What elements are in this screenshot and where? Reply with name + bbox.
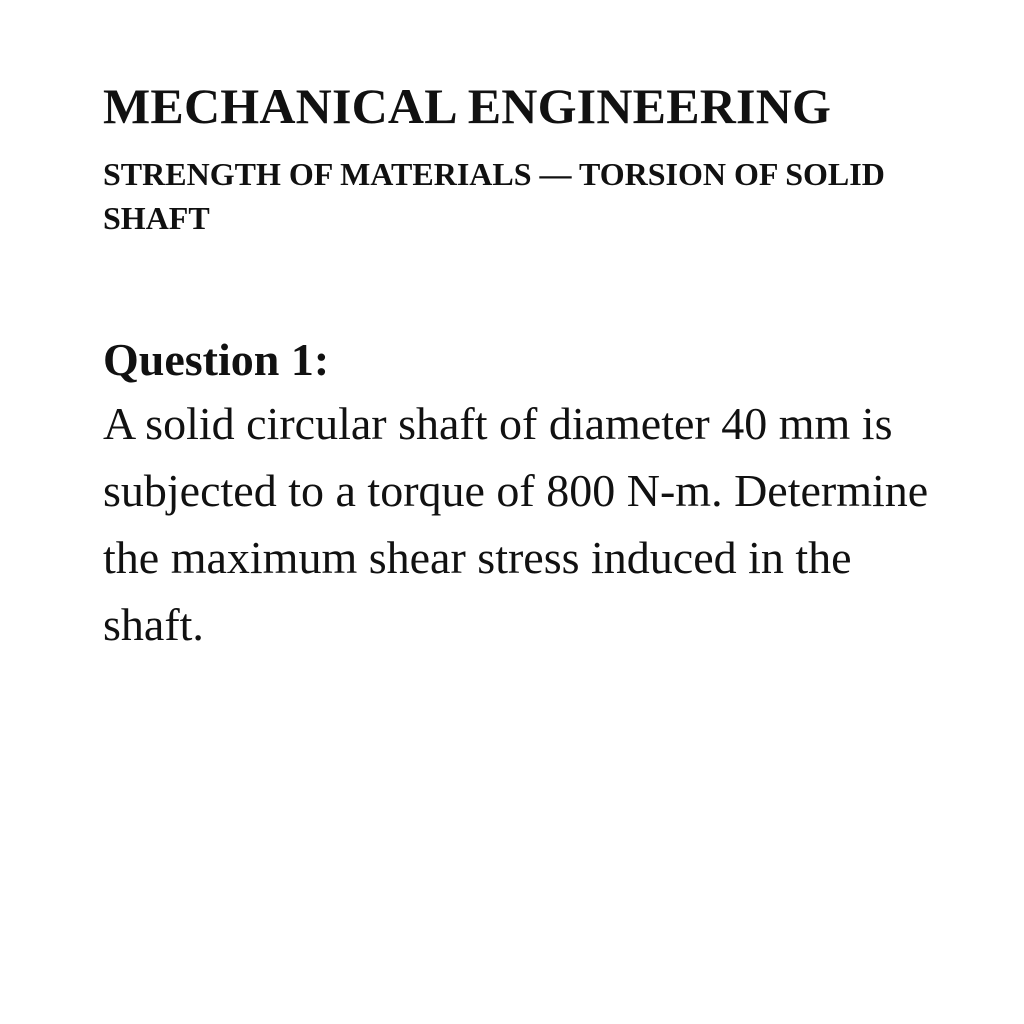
page-title: MECHANICAL ENGINEERING <box>103 78 832 134</box>
document-page <box>103 78 943 658</box>
page-subtitle: STRENGTH OF MATERIALS — TORSION OF SOLID SHAFT <box>103 156 885 236</box>
question-text: A solid circular shaft of diameter 40 mm is subjected to a torque of 800 N-m. Determine the maximum shear stress induced in the shaft. <box>103 398 929 650</box>
question-label: Question 1: <box>103 334 330 385</box>
